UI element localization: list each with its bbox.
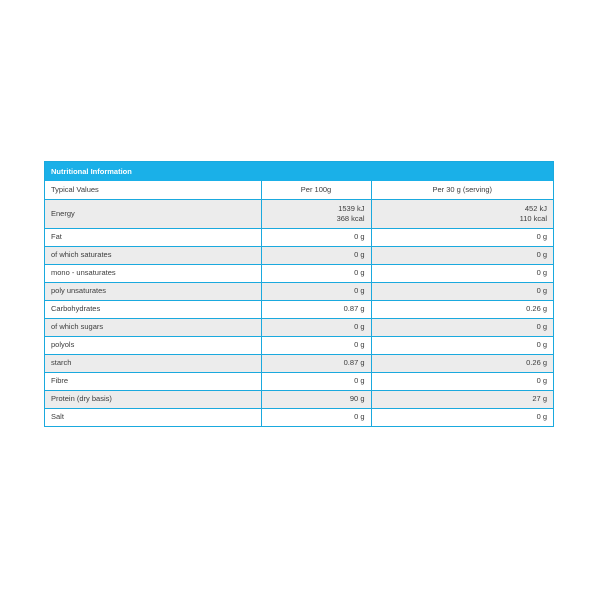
- column-header-per-100g: Per 100g: [261, 181, 371, 199]
- nutrition-table: [44, 161, 554, 427]
- nutrition-grid: [45, 181, 553, 426]
- row-label: polyols: [45, 336, 261, 354]
- row-label: Carbohydrates: [45, 300, 261, 318]
- row-serving-value: 0.26 g: [371, 300, 553, 318]
- row-label: mono - unsaturates: [45, 264, 261, 282]
- table-row-mono-unsaturates: [45, 264, 553, 282]
- energy-kcal-serving: 110 kcal: [519, 213, 547, 223]
- table-row-polyols: [45, 336, 553, 354]
- row-per100-value: 0.87 g: [261, 300, 371, 318]
- row-label: Fat: [45, 228, 261, 246]
- table-row-sugars: [45, 318, 553, 336]
- row-per100-value: [261, 199, 371, 228]
- table-row-carbohydrates: [45, 300, 553, 318]
- row-per100-value: 0 g: [261, 372, 371, 390]
- row-serving-value: 0 g: [371, 228, 553, 246]
- row-serving-value: 0 g: [371, 336, 553, 354]
- column-header-per-serving: Per 30 g (serving): [371, 181, 553, 199]
- table-row-salt: [45, 408, 553, 426]
- column-header-typical-values: Typical Values: [45, 181, 261, 199]
- table-row-energy: [45, 199, 553, 228]
- row-per100-value: 0.87 g: [261, 354, 371, 372]
- row-label: Fibre: [45, 372, 261, 390]
- row-per100-value: 0 g: [261, 228, 371, 246]
- row-label: Energy: [45, 199, 261, 228]
- row-serving-value: 0 g: [371, 246, 553, 264]
- row-per100-value: 0 g: [261, 246, 371, 264]
- row-per100-value: 0 g: [261, 264, 371, 282]
- table-row-poly-unsaturates: [45, 282, 553, 300]
- table-row-starch: [45, 354, 553, 372]
- row-serving-value: 0.26 g: [371, 354, 553, 372]
- row-label: of which sugars: [45, 318, 261, 336]
- table-row-fibre: [45, 372, 553, 390]
- row-label: Salt: [45, 408, 261, 426]
- energy-kcal-per100: 368 kcal: [336, 213, 365, 223]
- row-serving-value: [371, 199, 553, 228]
- row-serving-value: 0 g: [371, 264, 553, 282]
- table-row-protein: [45, 390, 553, 408]
- row-serving-value: 0 g: [371, 282, 553, 300]
- energy-kj-per100: 1539 kJ: [338, 203, 365, 213]
- row-label: of which saturates: [45, 246, 261, 264]
- row-per100-value: 0 g: [261, 336, 371, 354]
- row-per100-value: 0 g: [261, 408, 371, 426]
- row-per100-value: 0 g: [261, 282, 371, 300]
- row-label: starch: [45, 354, 261, 372]
- row-serving-value: 0 g: [371, 318, 553, 336]
- table-row-saturates: [45, 246, 553, 264]
- row-serving-value: 0 g: [371, 408, 553, 426]
- row-per100-value: 90 g: [261, 390, 371, 408]
- energy-kj-serving: 452 kJ: [524, 203, 547, 213]
- row-label: poly unsaturates: [45, 282, 261, 300]
- table-row-fat: [45, 228, 553, 246]
- column-header-row: [45, 181, 553, 199]
- row-per100-value: 0 g: [261, 318, 371, 336]
- row-serving-value: 27 g: [371, 390, 553, 408]
- row-label: Protein (dry basis): [45, 390, 261, 408]
- row-serving-value: 0 g: [371, 372, 553, 390]
- nutrition-table-title: Nutritional Information: [45, 162, 553, 181]
